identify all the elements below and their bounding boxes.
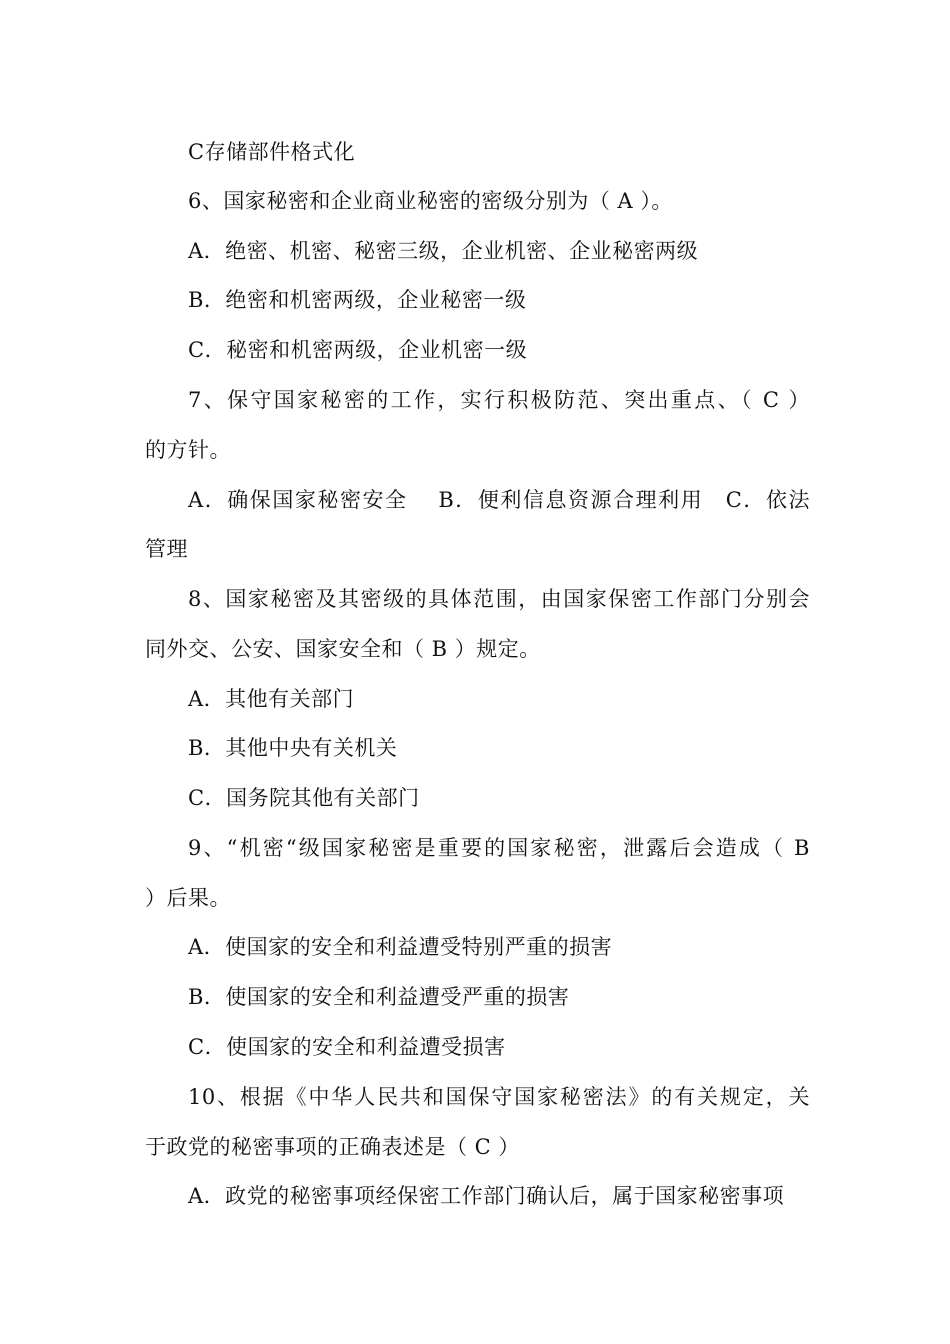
question-8-continued: 同外交、公安、国家安全和（ B ）规定。 xyxy=(145,637,541,661)
option-line: B．绝密和机密两级，企业秘密一级 xyxy=(188,288,527,312)
text-line: C存储部件格式化 xyxy=(188,140,356,164)
option-line: A．其他有关部门 xyxy=(188,687,355,711)
option-line: B．使国家的安全和利益遭受严重的损害 xyxy=(188,985,570,1009)
option-line-continued: 管理 xyxy=(145,537,188,561)
option-line: C．国务院其他有关部门 xyxy=(188,786,420,810)
question-6: 6、国家秘密和企业商业秘密的密级分别为（ A ）。 xyxy=(188,189,673,213)
question-7: 7、保守国家秘密的工作，实行积极防范、突出重点、（ C ） xyxy=(188,388,810,412)
question-9: 9、“机密“级国家秘密是重要的国家秘密，泄露后会造成（ B xyxy=(188,836,810,860)
option-line: A．政党的秘密事项经保密工作部门确认后，属于国家秘密事项 xyxy=(188,1184,785,1208)
question-9-continued: ）后果。 xyxy=(145,886,231,910)
option-line: C．秘密和机密两级，企业机密一级 xyxy=(188,338,528,362)
option-line: C．使国家的安全和利益遭受损害 xyxy=(188,1035,506,1059)
option-line: A．确保国家秘密安全 B．便利信息资源合理利用 C．依法 xyxy=(188,488,810,512)
question-7-continued: 的方针。 xyxy=(145,438,231,462)
option-line: A．使国家的安全和利益遭受特别严重的损害 xyxy=(188,935,613,959)
option-line: A．绝密、机密、秘密三级，企业机密、企业秘密两级 xyxy=(188,239,699,263)
question-10: 10、根据《中华人民共和国保守国家秘密法》的有关规定，关 xyxy=(188,1085,810,1109)
option-line: B．其他中央有关机关 xyxy=(188,736,398,760)
question-8: 8、国家秘密及其密级的具体范围，由国家保密工作部门分别会 xyxy=(188,587,810,611)
question-10-continued: 于政党的秘密事项的正确表述是（ C ） xyxy=(145,1135,520,1159)
